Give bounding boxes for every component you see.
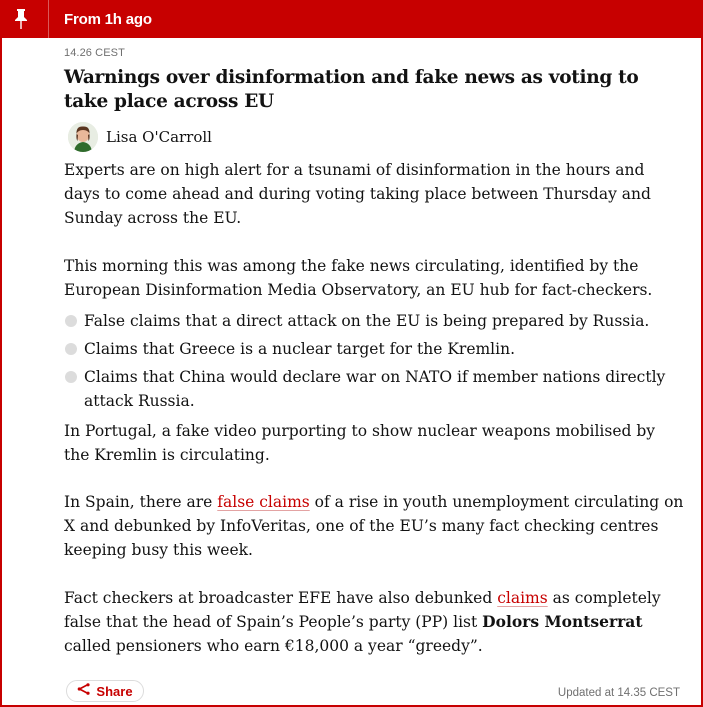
paragraph-5-text-middle: as completely false that the head of Spain’s People’s party (PP) list bbox=[64, 589, 661, 631]
paragraph-2: This morning this was among the fake news circulating, identified by the European Disinformation Media Observatory, an EU hub for fact-checkers. bbox=[64, 257, 653, 299]
paragraph-3: In Portugal, a fake video purporting to show nuclear weapons mobilised by the Kremlin is circulating. bbox=[64, 422, 656, 464]
pinned-post-bar bbox=[2, 0, 701, 38]
paragraph-4-text-end: of a rise in youth unemployment circulating on X and debunked by InfoVeritas, one of the EU’s many fact checking centres keeping busy this week. bbox=[64, 493, 684, 559]
pin-divider bbox=[48, 0, 49, 38]
pin-label: From 1h ago bbox=[64, 10, 152, 28]
list-item-text: Claims that Greece is a nuclear target for the Kremlin. bbox=[84, 340, 516, 358]
bullet-dot bbox=[65, 371, 77, 383]
byline bbox=[64, 120, 684, 154]
list-item-text: Claims that China would declare war on NATO if member nations directly attack Russia. bbox=[84, 368, 666, 410]
person-name-bold: Dolors Montserrat bbox=[482, 612, 643, 631]
paragraph-5 bbox=[64, 586, 684, 658]
paragraph-4 bbox=[64, 490, 684, 562]
author-name[interactable]: Lisa O'Carroll bbox=[106, 128, 212, 146]
share-button[interactable] bbox=[66, 680, 144, 702]
claims-link[interactable]: claims bbox=[497, 589, 548, 607]
list-item bbox=[64, 337, 684, 361]
paragraph-5-text-start: Fact checkers at broadcaster EFE have also debunked bbox=[64, 589, 498, 607]
bullet-list bbox=[64, 309, 684, 413]
post-footer bbox=[66, 679, 680, 705]
bullet-dot bbox=[65, 315, 77, 327]
post-headline: Warnings over disinformation and fake news as voting to take place across EU bbox=[64, 67, 639, 112]
paragraph-4-text-start: In Spain, there are bbox=[64, 493, 218, 511]
paragraph-5-text-end: called pensioners who earn €18,000 a year “greedy”. bbox=[64, 637, 483, 655]
pin-icon bbox=[8, 0, 34, 38]
bullet-dot bbox=[65, 343, 77, 355]
post-content bbox=[64, 38, 684, 658]
updated-timestamp: Updated at 14.35 CEST bbox=[557, 687, 680, 699]
list-item-text: False claims that a direct attack on the EU is being prepared by Russia. bbox=[84, 312, 650, 330]
post-timestamp: 14.26 CEST bbox=[64, 47, 125, 59]
false-claims-link[interactable]: false claims bbox=[217, 493, 310, 511]
share-icon bbox=[77, 682, 90, 700]
list-item bbox=[64, 365, 684, 413]
share-label: Share bbox=[96, 683, 133, 699]
post-body bbox=[64, 158, 684, 658]
paragraph-1: Experts are on high alert for a tsunami of disinformation in the hours and days to come ahead and during voting taking place between Thursday and Sunday across the EU. bbox=[64, 161, 651, 227]
list-item bbox=[64, 309, 684, 333]
author-avatar bbox=[68, 122, 98, 152]
